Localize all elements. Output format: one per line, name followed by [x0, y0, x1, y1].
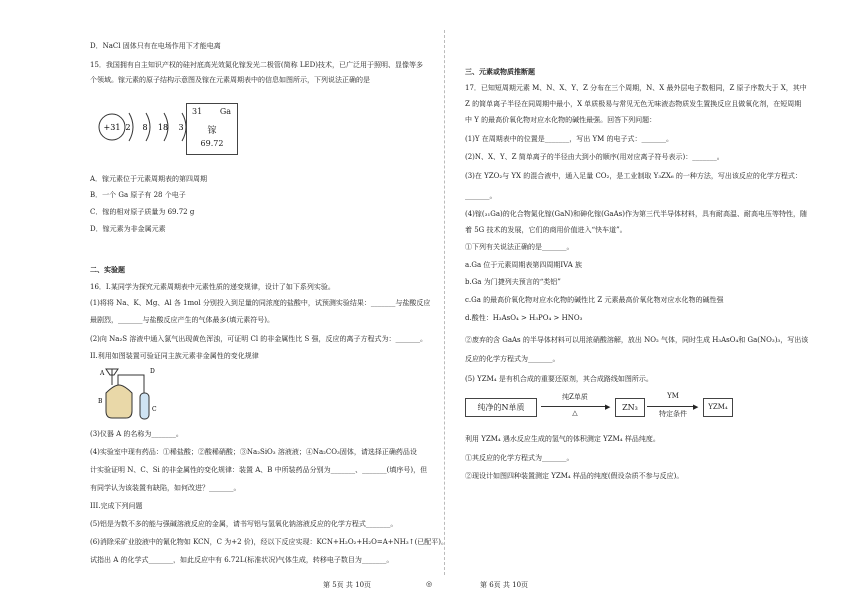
q17-part4-line2: 着 5G 技术的发展，它们的商用价值进入“快车道”。 [465, 226, 627, 234]
label-b: B [98, 398, 103, 405]
q15-stem-line1: 15．我国拥有自主知识产权的硅衬底高光效氮化镓发光二极管(简称 LED)技术，已广泛用于照明、显像等多 [90, 61, 423, 69]
q17-option-c: c.Ga 的最高价氧化物对应水化物的碱性比 Z 元素最高价氧化物对应水化物的碱性强 [465, 296, 724, 304]
q17-part6-sub2: ②现设计如图四种装置测定 YZM₄ 样品的纯度(假设杂质不参与反应)。 [465, 472, 684, 480]
flow-box-middle: ZN₃ [615, 398, 645, 417]
flow-box-start: 纯净的N单质 [465, 398, 537, 417]
flow-arrow2 [647, 406, 695, 407]
gallium-element-tile [186, 103, 238, 155]
flow-arrow1-head: ▶ [605, 403, 611, 411]
page-number-left: 第 5页 共 10页 [323, 581, 372, 589]
flow-arrow2-bottom: 特定条件 [659, 410, 687, 418]
q16-part4-line3: 有同学认为该装置有缺陷，如何改进？_______。 [90, 484, 241, 492]
q15-option-c: C．镓的相对原子质量为 69.72 g [90, 208, 195, 216]
q16-part6-line1: (6)消除采矿业胶液中的氰化物如 KCN，C 为+2 价)，经以下反应实现：KCN+H₂O₂+H₂O=A+NH₃↑(已配平)。 [90, 538, 449, 546]
q17-part4-sub2-line1: ②废弃的含 GaAs 的半导体材料可以用浓硝酸溶解，放出 NO₂ 气体，同时生成 H₃AsO₄和 Ga(NO₃)₃，写出该 [465, 336, 809, 344]
q17-part1: (1)Y 在周期表中的位置是_______，写出 YM 的电子式：_______。 [465, 135, 673, 143]
section-heading-experiment: 二、实验题 [90, 266, 125, 274]
q17-part4-line1: (4)镓(₃₁Ga)的化合物氮化镓(GaN)和砷化镓(GaAs)作为第三代半导体材料，具有耐高温、耐高电压等特性，随 [465, 210, 807, 218]
flow-box-end: YZM₄ [703, 398, 733, 417]
q14-option-d: D．NaCl 固体只有在电场作用下才能电离 [90, 42, 221, 50]
atomic-number: 31 [192, 107, 203, 116]
q17-part4-sub1: ①下列有关说法正确的是_______。 [465, 243, 574, 251]
label-a: A [100, 370, 105, 377]
q16-part2: (2)向 Na₂S 溶液中通入氯气出现黄色浑浊，可证明 Cl 的非金属性比 S 强，反应的离子方程式为：_______。 [90, 335, 428, 343]
q16-section-ii: II.利用如图装置可验证同主族元素非金属性的变化规律 [90, 352, 259, 360]
q17-stem-line1: 17．已知短周期元素 M、N、X、Y、Z 分布在三个周期，N、X 最外层电子数相同，Z 原子序数大于 X，其中 [465, 84, 807, 92]
element-symbol: Ga [219, 107, 231, 116]
q15-stem-line2: 个领域。镓元素的原子结构示意图及镓在元素周期表中的信息如图所示，下列说法正确的是 [90, 76, 370, 84]
flow-arrow2-top: YM [667, 392, 679, 400]
q16-part3: (3)仪器 A 的名称为_______。 [90, 430, 183, 438]
flow-arrow1-top: 纯Z单质 [562, 393, 588, 401]
q16-part5: (5)铝是为数不多的能与强碱溶液反应的金属，请书写铝与氢氧化钠溶液反应的化学方程式_______。 [90, 520, 398, 528]
q17-part4-sub2-line2: 反应的化学方程式为_______。 [465, 355, 560, 363]
q17-part3-line2: _______。 [465, 192, 497, 200]
atomic-mass: 69.72 [200, 139, 224, 148]
q17-part5: (5) YZM₄ 是有机合成的重要还原剂，其合成路线如图所示。 [465, 375, 653, 383]
element-name: 镓 [207, 126, 217, 136]
flow-arrow2-head: ▶ [693, 403, 699, 411]
q17-part3-line1: (3)在 YZO₂与 YX 的混合液中，通入足量 CO₂，是工业制取 Y₃ZX₆ 的一种方法，写出该反应的化学方程式： [465, 172, 802, 180]
q16-part4-line2: 计实验证明 N、C、Si 的非金属性的变化规律：装置 A、B 中所装药品分别为_______、_______(填序号)，但 [90, 466, 428, 474]
flow-arrow1 [541, 406, 607, 407]
q17-part6: 利用 YZM₄ 遇水反应生成的氢气的体积测定 YZM₄ 样品纯度。 [465, 435, 660, 443]
page-number-right: 第 6页 共 10页 [480, 581, 529, 589]
q16-section-iii: III.完成下列问题 [90, 502, 143, 510]
q16-stem: 16．I.某同学为探究元素周期表中元素性质的递变规律，设计了如下系列实验。 [90, 283, 335, 291]
q17-part2: (2)N、X、Y、Z 简单离子的半径由大到小的顺序(用对应离子符号表示)：_______。 [465, 153, 724, 161]
q16-part1-line2: 最剧烈，_______与盐酸反应产生的气体最多(填元素符号)。 [90, 316, 274, 324]
label-d: D [150, 368, 155, 375]
column-divider [444, 30, 445, 575]
center-marker: ◎ [426, 580, 433, 588]
label-c: C [152, 406, 157, 413]
q15-option-a: A．镓元素位于元素周期表的第四周期 [90, 175, 208, 183]
q15-option-b: B．一个 Ga 原子有 28 个电子 [90, 191, 186, 199]
q17-stem-line2: Z 的简单离子半径在同周期中最小，X 单质极易与常见无色无味液态物质发生置换反应且做氧化剂，在短周期 [465, 100, 802, 108]
q16-part1-line1: (1)将将 Na、K、Mg、Al 各 1mol 分别投入到足量的同浓度的盐酸中，试预测实验结果：_______与盐酸反应 [90, 299, 431, 307]
q17-option-b: b.Ga 为门捷列夫预言的“类铝” [465, 278, 561, 286]
q16-part4-line1: (4)实验室中现有药品：①稀盐酸；②酸稀硝酸；③Na₂SiO₃ 溶液液；④Na₂CO₃固体，请选择正确药品设 [90, 448, 417, 456]
shell-2-electrons: 8 [142, 123, 148, 132]
q17-option-a: a.Ga 位于元素周期表第四周期IVA 族 [465, 261, 583, 269]
q17-part6-sub1: ①其反应的化学方程式为_______。 [465, 454, 574, 462]
q17-option-d: d.酸性：H₃AsO₄ > H₃PO₄ > HNO₃ [465, 314, 583, 322]
shell-3-electrons: 18 [157, 123, 169, 132]
q15-option-d: D．镓元素为非金属元素 [90, 225, 166, 233]
shell-1-electrons: 2 [125, 123, 131, 132]
section-heading-inference: 三、元素或物质推断题 [465, 68, 535, 76]
apparatus-diagram [98, 363, 168, 423]
flow-arrow1-bottom: △ [572, 409, 578, 417]
q17-stem-line3: 中 Y 的最高价氧化物对应水化物的碱性最强。回答下列问题： [465, 116, 657, 124]
synthesis-flow [465, 392, 728, 422]
shell-4-electrons: 3 [178, 123, 184, 132]
nucleus-charge: +31 [103, 123, 121, 132]
q16-part6-line2: 试指出 A 的化学式_______，如此反应中有 6.72L(标准状况)气体生成，转移电子数目为_______。 [90, 556, 394, 564]
